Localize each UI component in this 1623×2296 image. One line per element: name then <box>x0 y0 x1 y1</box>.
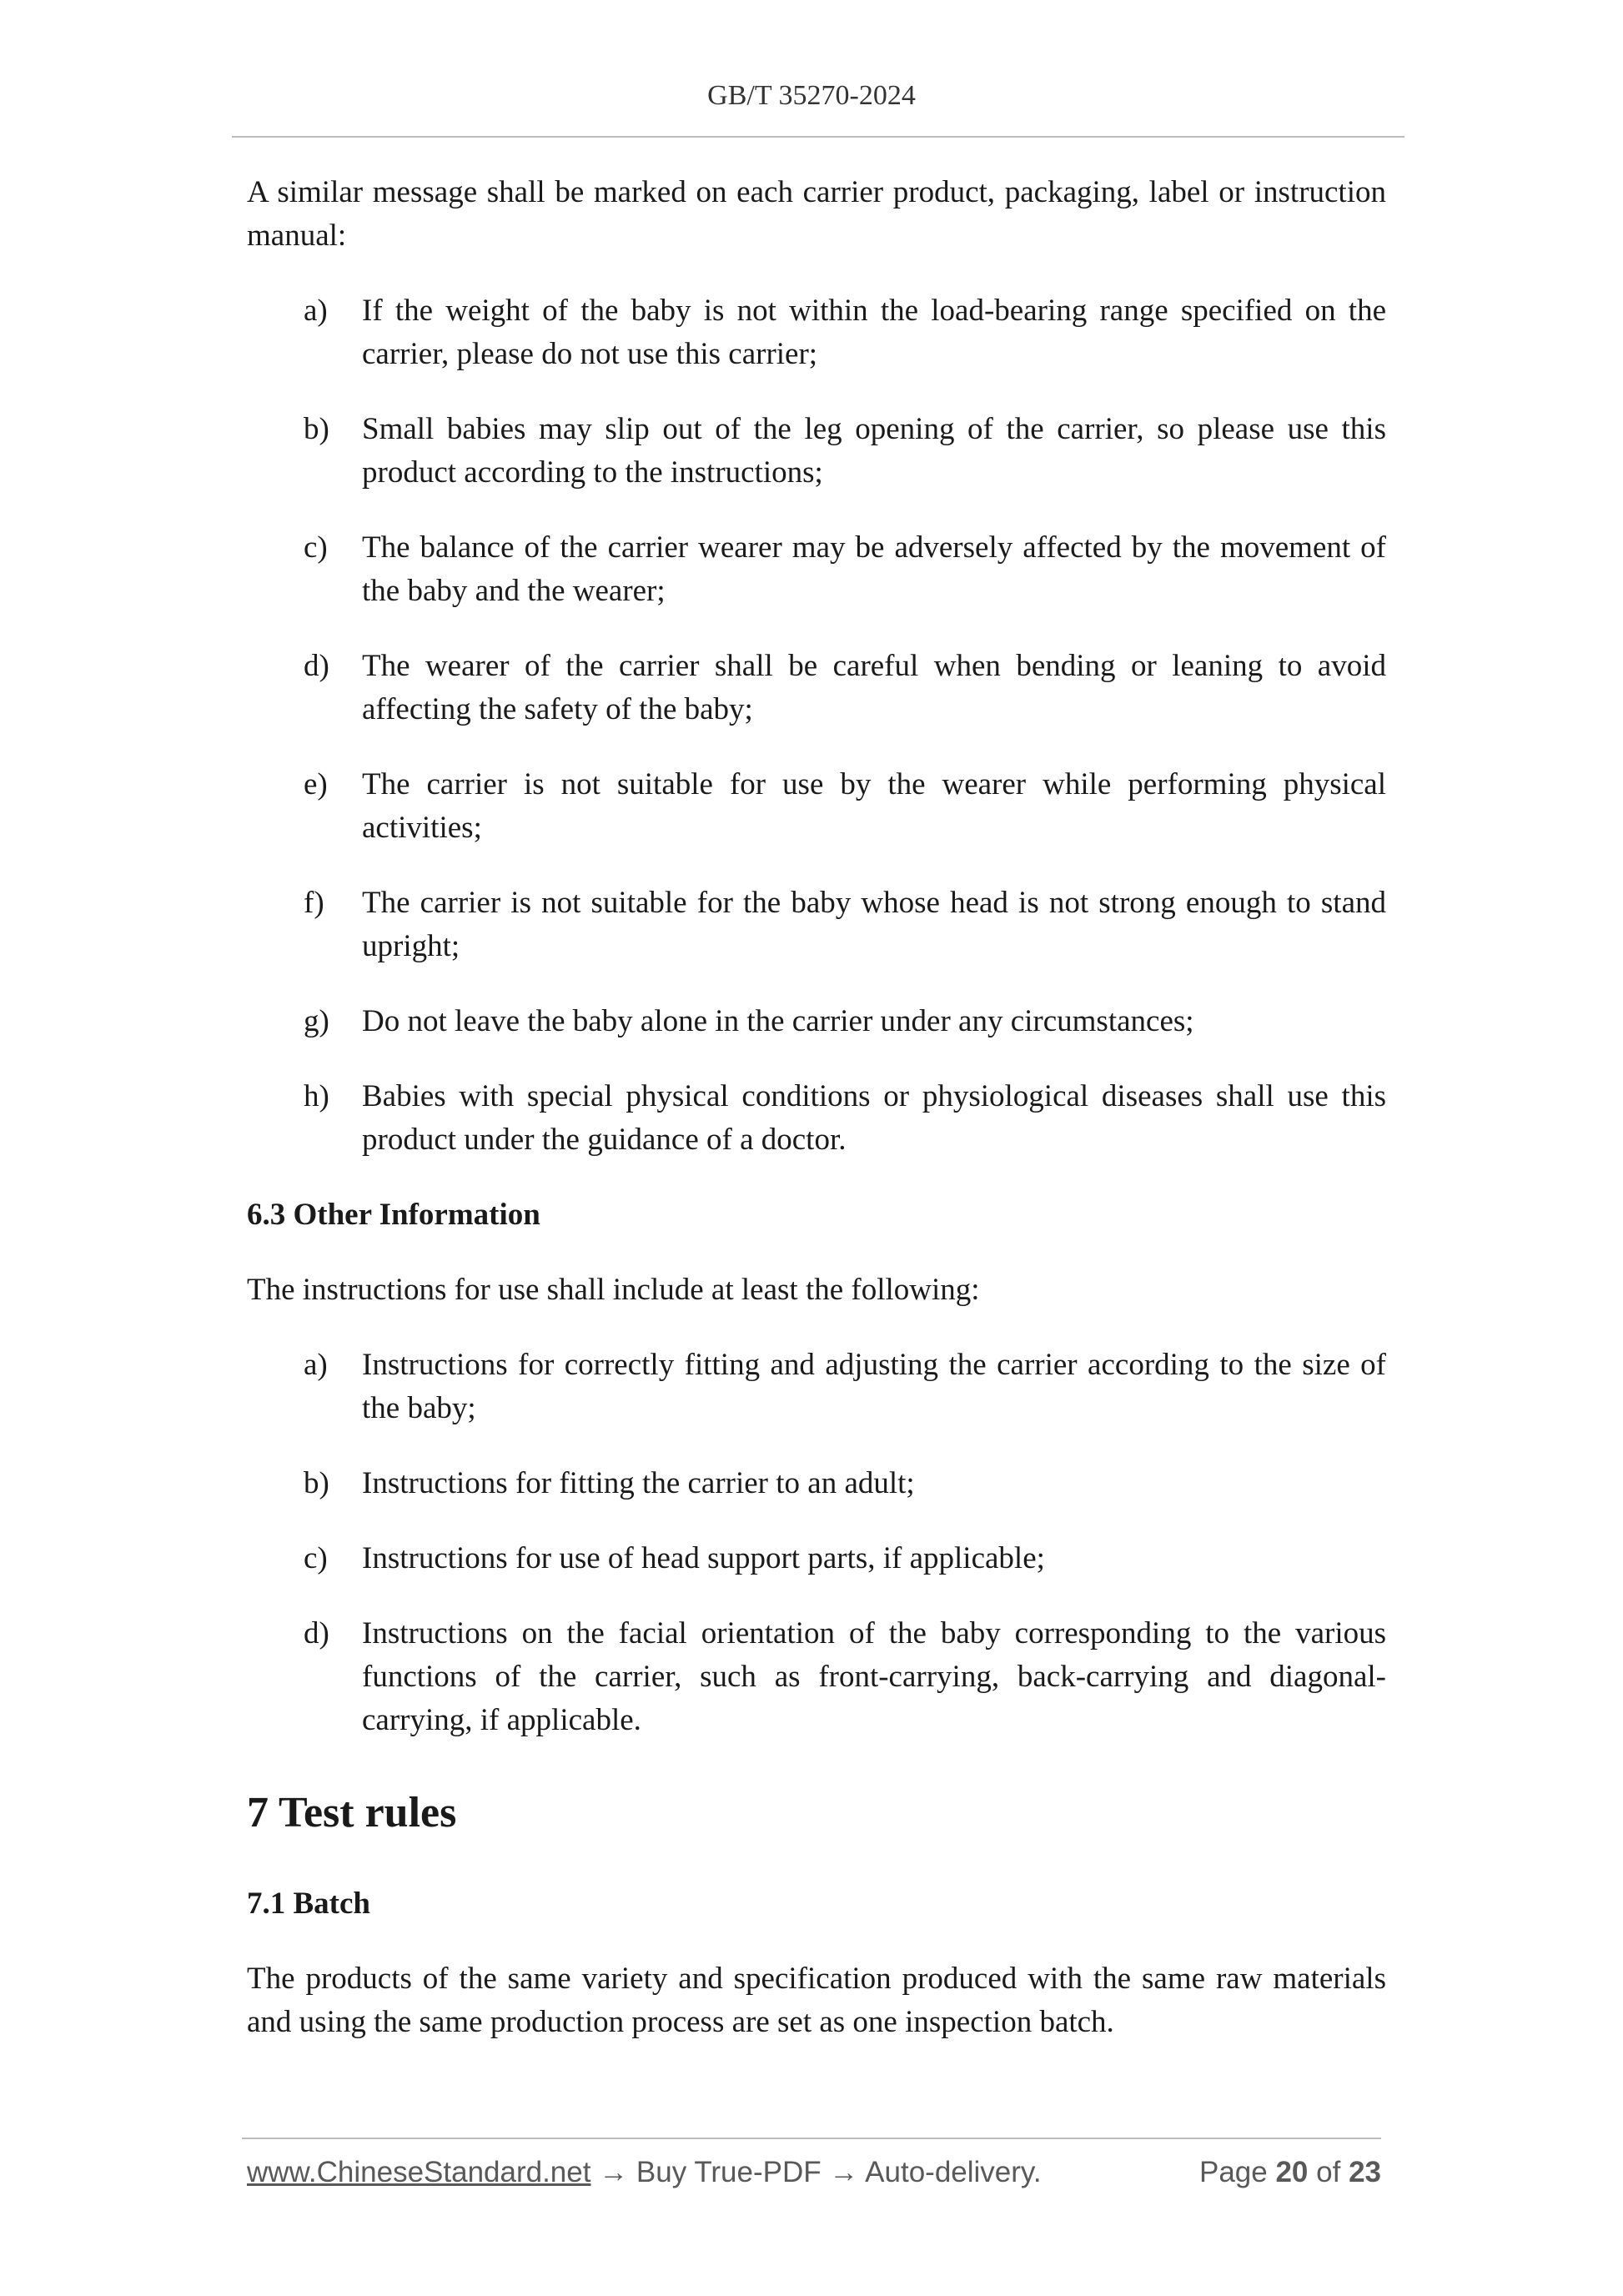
list-item-text: Instructions for use of head support parts, if applicable; <box>362 1541 1045 1575</box>
document-id-header: GB/T 35270-2024 <box>707 80 916 111</box>
list-marker: d) <box>304 649 329 683</box>
list-marker: b) <box>304 1466 329 1500</box>
list-marker: d) <box>304 1616 329 1650</box>
list-item <box>247 1344 1386 1430</box>
section-7-1-text: The products of the same variety and specification produced with the same raw materials and using the same production process are set as one inspection batch. <box>247 1962 1386 2039</box>
list-item-text: Do not leave the baby alone in the carrier under any circumstances; <box>362 1004 1194 1038</box>
intro-paragraph: A similar message shall be marked on each carrier product, packaging, label or instruction manual: <box>247 175 1386 253</box>
header-divider <box>232 136 1404 138</box>
list-marker: e) <box>304 767 328 801</box>
list-item-text: The balance of the carrier wearer may be adversely affected by the movement of the baby and the wearer; <box>362 530 1386 608</box>
list-item <box>247 882 1386 968</box>
list-item-text: If the weight of the baby is not within the load-bearing range specified on the carrier, please do not use this carrier; <box>362 294 1386 371</box>
list-item-text: Instructions for fitting the carrier to an adult; <box>362 1466 915 1500</box>
list-marker: g) <box>304 1004 329 1038</box>
chapter-heading-7: 7 Test rules <box>247 1789 457 1836</box>
list-marker: h) <box>304 1079 329 1113</box>
list-item <box>247 1000 1386 1043</box>
list-item <box>247 1462 1386 1505</box>
page-content <box>247 171 1386 2076</box>
list-marker: b) <box>304 412 329 446</box>
list-item-text: Babies with special physical conditions or physiological diseases shall use this product under the guidance of a doctor. <box>362 1079 1386 1157</box>
website-link[interactable]: www.ChineseStandard.net <box>247 2156 591 2188</box>
list-item <box>247 289 1386 376</box>
footer-divider <box>242 2138 1381 2139</box>
footer-tagline: → Buy True-PDF → Auto-delivery. <box>590 2156 1042 2188</box>
list-item-text: Small babies may slip out of the leg opening of the carrier, so please use this product according to the instructions; <box>362 412 1386 490</box>
section-6-3-intro: The instructions for use shall include at least the following: <box>247 1273 980 1307</box>
section-heading-6-3: 6.3 Other Information <box>247 1198 540 1232</box>
list-marker: f) <box>304 886 324 920</box>
warning-list <box>247 289 1386 1162</box>
footer-promo <box>247 2156 1042 2189</box>
list-marker: a) <box>304 294 328 328</box>
list-item-text: Instructions on the facial orientation of the baby corresponding to the various functions of the carrier, such as front-carrying, back-carrying and diagonal-carrying, if applicable. <box>362 1616 1386 1737</box>
current-page-number: 20 <box>1275 2156 1309 2188</box>
page-label: Page <box>1198 2156 1268 2188</box>
list-item-text: The wearer of the carrier shall be careful when bending or leaning to avoid affecting the safety of the baby; <box>362 649 1386 726</box>
list-item <box>247 1075 1386 1162</box>
list-marker: c) <box>304 530 328 565</box>
page-footer <box>247 2156 1381 2189</box>
total-pages: 23 <box>1349 2156 1381 2188</box>
list-item-text: The carrier is not suitable for the baby whose head is not strong enough to stand upright; <box>362 886 1386 963</box>
list-marker: a) <box>304 1348 328 1382</box>
section-heading-7-1: 7.1 Batch <box>247 1887 370 1921</box>
of-label: of <box>1316 2156 1341 2188</box>
instructions-list <box>247 1344 1386 1742</box>
list-item <box>247 526 1386 613</box>
list-item <box>247 1612 1386 1742</box>
list-item <box>247 763 1386 850</box>
list-item-text: The carrier is not suitable for use by the wearer while performing physical activities; <box>362 767 1386 845</box>
list-item-text: Instructions for correctly fitting and adjusting the carrier according to the size of the baby; <box>362 1348 1386 1425</box>
list-item <box>247 1537 1386 1580</box>
list-item <box>247 645 1386 731</box>
list-marker: c) <box>304 1541 328 1575</box>
list-item <box>247 408 1386 495</box>
page-indicator <box>1199 2156 1381 2189</box>
